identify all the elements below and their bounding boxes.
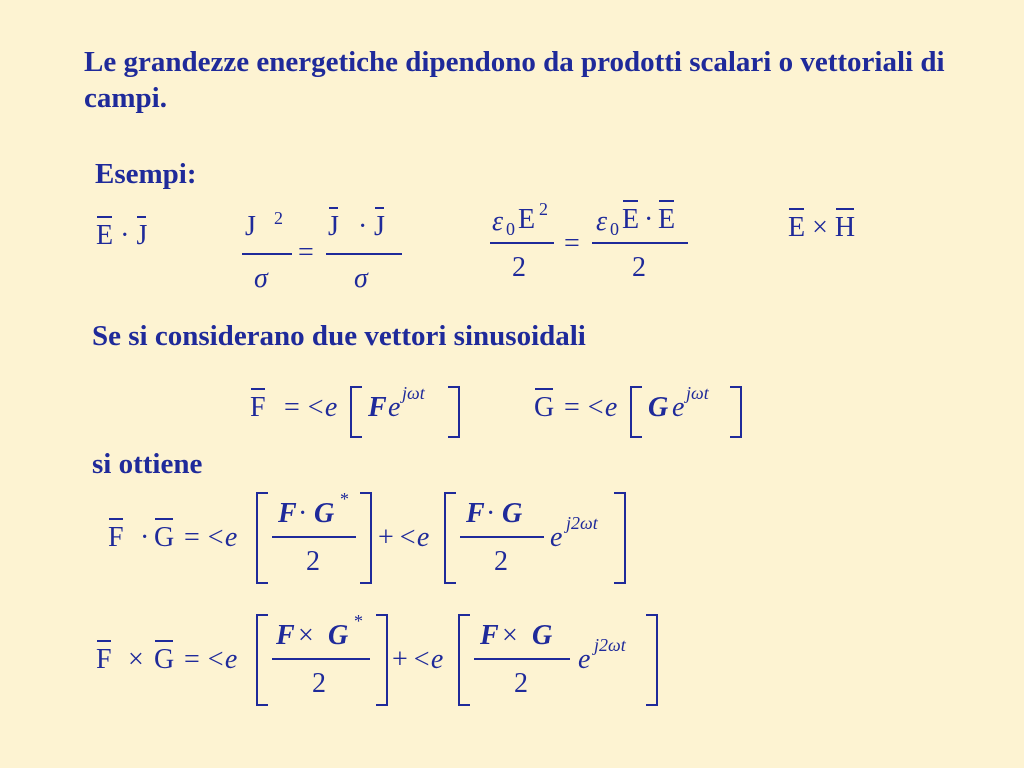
den-2-a: 2: [512, 252, 526, 283]
bracket-right-g: [730, 386, 742, 438]
dot-2: ·: [644, 204, 654, 235]
result-heading: si ottiene: [92, 448, 203, 480]
den-2-s1: 2: [306, 546, 320, 577]
eps-sub-1: 0: [506, 219, 515, 239]
sinusoid-heading: Se si considerano due vettori sinusoidali: [92, 320, 586, 352]
examples-heading: Esempi:: [95, 158, 197, 190]
num-dot-s2: ·: [486, 498, 496, 529]
re-v-2: <e: [412, 644, 444, 675]
eq-sign-1: =: [298, 237, 314, 268]
vec-g-def: G: [534, 392, 555, 423]
bracket-left-s2: [444, 492, 456, 584]
formula-f-def: [248, 382, 468, 438]
formula-e-cross-h: [788, 214, 855, 242]
frac-bar-s2: [460, 536, 544, 538]
formula-energy-e: [488, 198, 698, 288]
vec-f-2: F: [96, 644, 112, 675]
exp-e-g: e: [672, 392, 685, 423]
plus-v: +: [392, 644, 408, 675]
re-op-g: <e: [586, 392, 618, 423]
dot-op: ·: [120, 220, 130, 251]
re-op-f: <e: [306, 392, 338, 423]
num-j: J: [245, 211, 256, 242]
bracket-left-s1: [256, 492, 268, 584]
bracket-left-v2: [458, 614, 470, 706]
num-vec-j1: J: [328, 211, 339, 242]
formula-j-squared: [240, 205, 410, 295]
exp-jwt-g: jωt: [686, 383, 709, 403]
formula-vector-product: [94, 612, 674, 707]
intro-text: Le grandezze energetiche dipendono da prodotti scalari o vettoriali di campi.: [84, 46, 945, 115]
bracket-right-s2: [614, 492, 626, 584]
num-g-s2: G: [502, 498, 523, 529]
vec-e-a: E: [622, 204, 640, 235]
bracket-left-g: [630, 386, 642, 438]
num-f-s1: F: [278, 498, 297, 529]
den-2-v2: 2: [514, 668, 528, 699]
formula-e-dot-j: [96, 222, 147, 250]
frac-bar-2: [326, 253, 402, 255]
e-exp: 2: [539, 199, 548, 219]
eq-sign-f: =: [284, 392, 300, 423]
num-g-s1: G: [314, 498, 335, 529]
re-v-1: <e: [206, 644, 238, 675]
num-f-v2: F: [480, 620, 499, 651]
cross-v: ×: [128, 644, 144, 675]
vec-g-2: G: [154, 644, 175, 675]
bracket-right-v2: [646, 614, 658, 706]
vec-e-c: E: [788, 212, 806, 243]
den-sigma-1: σ: [254, 263, 268, 294]
vec-j: J: [136, 220, 148, 251]
e-1: E: [518, 204, 536, 235]
exp-j2wt-s: j2ωt: [566, 513, 598, 533]
exp-e-v: e: [578, 644, 591, 675]
den-sigma-2: σ: [354, 263, 368, 294]
bracket-right-f: [448, 386, 460, 438]
num-j-exp: 2: [274, 208, 283, 228]
frac-bar-v1: [272, 658, 370, 660]
formula-scalar-product: [106, 490, 646, 585]
bracket-right-s1: [360, 492, 372, 584]
den-2-v1: 2: [312, 668, 326, 699]
conj-star-s1: *: [340, 489, 349, 509]
num-g-v1: G: [328, 620, 349, 651]
eq-sign-2: =: [564, 228, 580, 259]
conj-star-v1: *: [354, 611, 363, 631]
num-cross-v2: ×: [502, 620, 518, 651]
bracket-left-f: [350, 386, 362, 438]
num-dot: ·: [358, 211, 368, 242]
eps-sub-2: 0: [610, 219, 619, 239]
frac-bar-1: [242, 253, 292, 255]
formula-g-def: [532, 382, 752, 438]
frac-bar-s1: [272, 536, 356, 538]
frac-bar-v2: [474, 658, 570, 660]
phasor-g: G: [648, 392, 669, 423]
re-s-1: <e: [206, 522, 238, 553]
vec-g-1: G: [154, 522, 175, 553]
eps-2: ε: [596, 206, 608, 237]
frac-bar-3: [490, 242, 554, 244]
eps-1: ε: [492, 206, 504, 237]
exp-e-f: e: [388, 392, 401, 423]
exp-e-s: e: [550, 522, 563, 553]
vec-e: E: [96, 220, 114, 251]
vec-f-def: F: [250, 392, 266, 423]
vec-h: H: [834, 212, 856, 243]
num-f-s2: F: [466, 498, 485, 529]
exp-jwt-f: jωt: [402, 383, 425, 403]
den-2-b: 2: [632, 252, 646, 283]
eq-s: =: [184, 522, 200, 553]
num-cross-v1: ×: [298, 620, 314, 651]
plus-s: +: [378, 522, 394, 553]
num-g-v2: G: [532, 620, 553, 651]
bracket-left-v1: [256, 614, 268, 706]
den-2-s2: 2: [494, 546, 508, 577]
num-dot-s1: ·: [298, 498, 308, 529]
eq-v: =: [184, 644, 200, 675]
vec-e-b: E: [658, 204, 676, 235]
exp-j2wt-v: j2ωt: [594, 635, 626, 655]
num-f-v1: F: [276, 620, 295, 651]
phasor-f: F: [368, 392, 387, 423]
re-s-2: <e: [398, 522, 430, 553]
frac-bar-4: [592, 242, 688, 244]
dot-s: ·: [140, 522, 150, 553]
cross-op: ×: [812, 212, 828, 243]
vec-f-1: F: [108, 522, 124, 553]
eq-sign-g: =: [564, 392, 580, 423]
bracket-right-v1: [376, 614, 388, 706]
num-vec-j2: J: [374, 211, 385, 242]
